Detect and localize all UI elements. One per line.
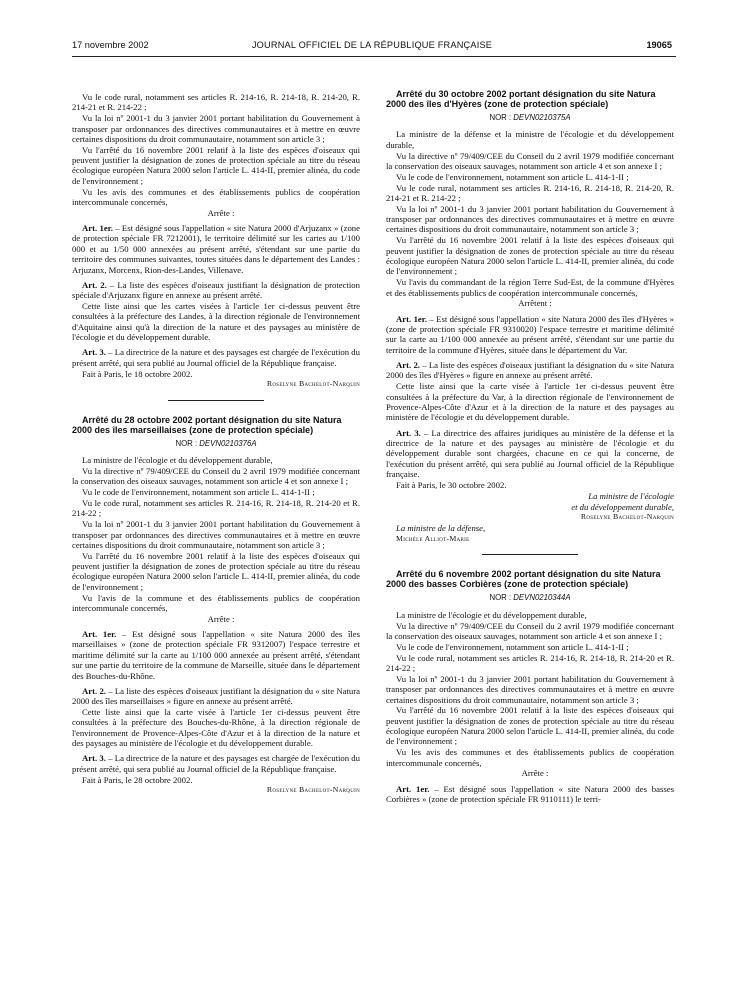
article-text: – Est désigné sous l'appellation « site Natura 2000 d'Arjuzanx » (zone de protection spéciale FR 7212001), le territoire délimité sur les cartes au 1/100 000 et au 1/50 000 annexées au présent arrêté, s'étendant sur une partie du territoire des communes suivantes, toutes situées dans le département des Landes : Arjuzanx, Morcenx, Rion-des-Landes, Villenave. <box>72 223 360 275</box>
nor-code: DEVN0210375A <box>513 113 571 122</box>
visa-paragraph: Vu les avis des communes et des établissements publics de coopération intercommunale concernés, <box>72 186 360 207</box>
decree-title: Arrêté du 6 novembre 2002 portant désignation du site Natura 2000 des basses Corbières (zone de protection spéciale) <box>386 569 661 590</box>
article-label: Art. 1er. <box>82 629 117 640</box>
minister-title: et du développement durable, <box>571 501 674 512</box>
visa-paragraph: Vu l'avis du commandant de la région Terre Sud-Est, de la commune d'Hyères et des établissements publics de coopération intercommunale concernés, <box>386 277 674 298</box>
visa-paragraph: Vu la directive nº 79/409/CEE du Conseil du 2 avril 1979 modifiée concernant la conservation des oiseaux sauvages, notamment son article 4 et son annexe I ; <box>386 150 674 171</box>
fait-a-paris: Fait à Paris, le 18 octobre 2002. <box>82 368 193 379</box>
nor-code: DEVN0210376A <box>199 438 257 448</box>
minister-title: La ministre de l'écologie <box>588 490 674 501</box>
nor-label: NOR : <box>489 113 514 122</box>
visa-paragraph: Vu l'arrêté du 16 novembre 2001 relatif à la liste des espèces d'oiseaux qui peuvent justifier la désignation de zones de protection spéciale au titre du réseau écologique européen Natura 2000 selon l'article L. 414-II, premier alinéa, du code de l'environnement ; <box>72 144 360 186</box>
article-paragraph <box>72 280 360 301</box>
article-extra-paragraph: Cette liste ainsi que les cartes visées à l'article 1er ci-dessus peuvent être consultées à la préfecture des Landes, à la direction régionale de l'environnement d'Aquitaine ainsi qu'à la direction de la nature et des paysages au ministère de l'écologie et du développement durable. <box>72 301 360 343</box>
section-separator <box>168 400 264 401</box>
article-extra-paragraph: Cette liste ainsi que la carte visée à l'article 1er ci-dessus peuvent être consultées à la préfecture du Var, à la direction régionale de l'environnement de Provence-Alpes-Côte d'Azur et à la direction de la nature et des paysages au ministère de l'écologie et du développement durable. <box>386 381 674 423</box>
nor-reference <box>72 439 360 449</box>
visa-paragraph: Vu le code de l'environnement, notamment son article L. 414-1-II ; <box>396 641 629 652</box>
signature: Michèle Alliot-Marie <box>396 534 470 544</box>
arrete-heading: Arrête : <box>207 207 235 218</box>
article-label: Art. 1er. <box>396 313 428 324</box>
page-header <box>72 40 672 54</box>
article-text: – La liste des espèces d'oiseaux justifiant la désignation du « site Natura 2000 des îles marseillaises » figure en annexe au présent arrêté. <box>72 685 360 707</box>
right-column <box>386 89 674 805</box>
article-label: Art. 1er. <box>82 223 113 234</box>
article-paragraph <box>386 360 674 381</box>
article-text: – La directrice de la nature et des paysages est chargée de l'exécution du présent arrêté, qui sera publié au Journal officiel de la République française. <box>72 347 360 368</box>
visa-paragraph: La ministre de l'écologie et du développement durable, <box>82 455 273 466</box>
visa-paragraph: Vu le code rural, notamment ses articles R. 214-16, R. 214-18, R. 214-20 et R. 214-22 ; <box>386 652 674 673</box>
visa-paragraph: Vu l'arrêté du 16 novembre 2001 relatif à la liste des espèces d'oiseaux qui peuvent justifier la désignation de zones de protection spéciale au titre du réseau écologique européen Natura 2000 selon l'article L. 414-II, premier alinéa, du code de l'environnement ; <box>386 235 674 277</box>
visa-paragraph: La ministre de l'écologie et du développement durable, <box>396 609 587 620</box>
article-paragraph <box>386 314 674 355</box>
header-journal-title: JOURNAL OFFICIEL DE LA RÉPUBLIQUE FRANÇAISE <box>251 40 493 50</box>
visa-paragraph: Vu l'arrêté du 16 novembre 2001 relatif à la liste des espèces d'oiseaux qui peuvent justifier la désignation de zones de protection spéciale au titre du réseau écologique européen Natura 2000 selon l'article L. 414-II, premier alinéa, du code de l'environnement ; <box>72 550 360 592</box>
header-page-number: 19065 <box>646 40 672 50</box>
signature: Roselyne Bachelot-Narquin <box>266 379 360 389</box>
section-separator <box>482 554 578 555</box>
visa-paragraph: Vu la directive nº 79/409/CEE du Conseil du 2 avril 1979 modifiée concernant la conservation des oiseaux sauvages, notamment son article 4 et son annexe I ; <box>72 465 360 487</box>
article-label: Art. 2. <box>82 279 107 290</box>
nor-code: DEVN0210344A <box>513 593 571 603</box>
visa-paragraph: Vu le code de l'environnement, notamment son article L. 414-1-II ; <box>396 171 629 182</box>
article-paragraph <box>72 223 360 275</box>
visa-paragraph: Vu la loi nº 2001-1 du 3 janvier 2001 portant habilitation du Gouvernement à transposer par ordonnances des directives communautaires et à mettre en œuvre certaines dispositions du droit communautaire, notamment son article 3 ; <box>72 519 360 550</box>
article-extra-paragraph: Cette liste ainsi que la carte visée à l'article 1er ci-dessus peuvent être consultées à la préfecture des Bouches-du-Rhône, à la direction régionale de l'environnement de Provence-Alpes-Côte d'Azur et à la direction de la nature et des paysages au ministère de l'écologie et du développement durable. <box>72 707 360 749</box>
nor-reference <box>386 593 674 603</box>
article-text: – La liste des espèces d'oiseaux justifiant la désignation de protection spéciale d'Arjuzanx figure en annexe au présent arrêté. <box>72 279 360 301</box>
fait-a-paris: Fait à Paris, le 28 octobre 2002. <box>82 774 193 785</box>
visa-paragraph: Vu la loi nº 2001-1 du 3 janvier 2001 portant habilitation du Gouvernement à transposer par ordonnances des directives communautaires et à mettre en œuvre certaines dispositions du droit communautaire, notamment son article 3 ; <box>386 203 674 235</box>
article-paragraph <box>72 753 360 774</box>
article-text: – La liste des espèces d'oiseaux justifiant la désignation du « site Natura 2000 des îles d'Hyères » figure en annexe au présent arrêté. <box>386 360 674 381</box>
article-label: Art. 1er. <box>396 783 430 794</box>
article-paragraph <box>386 428 674 480</box>
header-rule <box>72 56 676 57</box>
minister-title: La ministre de la défense, <box>396 523 486 534</box>
decree-title: Arrêté du 28 octobre 2002 portant désignation du site Natura 2000 des îles marseillaises (zone de protection spéciale) <box>72 414 342 435</box>
visa-paragraph: Vu le code de l'environnement, notamment son article L. 414-1-II ; <box>82 487 315 498</box>
visa-paragraph: Vu la loi nº 2001-1 du 3 janvier 2001 portant habilitation du Gouvernement à transposer par ordonnances des directives communautaires et à mettre en œuvre certaines dispositions du droit communautaire, notamment son article 3 ; <box>386 673 674 705</box>
signature: Roselyne Bachelot-Narquin <box>580 512 674 522</box>
visa-paragraph: Vu le code rural, notamment ses articles R. 214-16, R. 214-18, R. 214-20, R. 214-21 et R. 214-22 ; <box>72 92 360 113</box>
article-label: Art. 2. <box>82 685 106 696</box>
visa-paragraph: Vu la loi nº 2001-1 du 3 janvier 2001 portant habilitation du Gouvernement à transposer par ordonnances des directives communautaires et à mettre en œuvre certaines dispositions du droit communautaire, notamment son article 3 ; <box>72 113 360 144</box>
signature: Roselyne Bachelot-Narquin <box>266 785 360 795</box>
article-text: – Est désigné sous l'appellation « site Natura 2000 des basses Corbières » (zone de protection spéciale FR 9110111) le terri- <box>386 783 674 805</box>
left-column <box>72 92 360 796</box>
arrete-heading: Arrête : <box>207 613 235 624</box>
article-paragraph <box>72 347 360 368</box>
header-date: 17 novembre 2002 <box>72 40 149 50</box>
article-paragraph <box>72 686 360 707</box>
nor-label: NOR : <box>489 593 514 603</box>
article-label: Art. 3. <box>82 753 106 764</box>
visa-paragraph: Vu l'avis de la commune et des établissements publics de coopération intercommunale concernés, <box>72 592 360 613</box>
article-label: Art. 2. <box>396 360 420 371</box>
visa-paragraph: Vu le code rural, notamment ses articles R. 214-16, R. 214-18, R. 214-20 et R. 214-22 ; <box>72 498 360 519</box>
visa-paragraph: Vu l'arrêté du 16 novembre 2001 relatif à la liste des espèces d'oiseaux qui peuvent justifier la désignation de zones de protection spéciale au titre du réseau écologique européen Natura 2000 selon l'article L. 414-II, premier alinéa, du code de l'environnement ; <box>386 705 674 747</box>
arrete-heading: Arrête : <box>521 768 549 779</box>
article-label: Art. 3. <box>82 347 106 358</box>
article-text: – Est désigné sous l'appellation « site Natura 2000 des îles marseillaises » (zone de protection spéciale FR 9312007) l'espace terrestre et maritime délimité sur la carte au 1/100 000 annexée au présent arrêté, s'étendant sur une partie du territoire de la commune de Marseille, située dans le département des Bouches-du-Rhône. <box>72 629 361 681</box>
article-text: – La directrice de la nature et des paysages est chargée de l'exécution du présent arrêté, qui sera publié au Journal officiel de la République française. <box>72 753 360 774</box>
article-paragraph <box>386 784 674 805</box>
decree-title: Arrêté du 30 octobre 2002 portant désignation du site Natura 2000 des îles d'Hyères (zone de protection spéciale) <box>386 89 656 109</box>
nor-label: NOR : <box>175 438 200 448</box>
article-text: – Est désigné sous l'appellation « site Natura 2000 des îles d'Hyères » (zone de protection spéciale FR 9310020) l'espace terrestre et maritime délimité sur la carte au 1/100 000 annexée au présent arrêté, s'étendant sur une partie du territoire de la commune d'Hyères, située dans le département du Var. <box>386 313 674 355</box>
article-label: Art. 3. <box>396 427 421 438</box>
article-paragraph <box>72 629 360 681</box>
visa-paragraph: Vu la directive nº 79/409/CEE du Conseil du 2 avril 1979 modifiée concernant la conservation des oiseaux sauvages, notamment son article 4 et son annexe I ; <box>386 620 674 641</box>
nor-reference <box>386 113 674 123</box>
visa-paragraph: La ministre de la défense et la ministre de l'écologie et du développement durable, <box>386 129 674 150</box>
fait-a-paris: Fait à Paris, le 30 octobre 2002. <box>396 479 507 490</box>
article-text: – La directrice des affaires juridiques au ministère de la défense et la directrice de la nature et des paysages au ministère de l'écologie et du développement durable sont chargées, chacune en ce qui la concerne, de l'exécution du présent arrêté, qui sera publié au Journal officiel de la République française. <box>386 427 675 479</box>
visa-paragraph: Vu le code rural, notamment ses articles R. 214-16, R. 214-18, R. 214-20, R. 214-21 et R. 214-22 ; <box>386 182 674 203</box>
visa-paragraph: Vu les avis des communes et des établissements publics de coopération intercommunale concernés, <box>386 747 674 768</box>
arrete-heading: Arrêtent : <box>518 298 552 309</box>
